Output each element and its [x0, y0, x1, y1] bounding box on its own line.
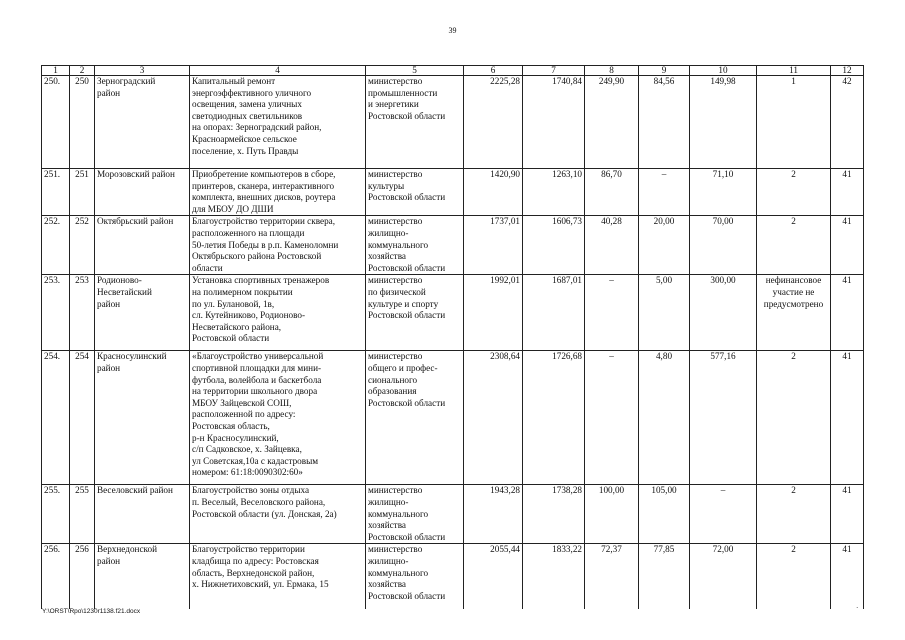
amount-total: 2055,44 — [464, 544, 523, 609]
amount-initiative: 149,98 — [690, 76, 757, 169]
amount-regional: 1833,22 — [523, 544, 585, 609]
column-number-header: 6 — [464, 66, 523, 76]
page-number: 39 — [448, 26, 457, 35]
amount-local: 249,90 — [585, 76, 639, 169]
score-value: 41 — [831, 485, 864, 544]
amount-regional: 1687,01 — [523, 275, 585, 351]
column-number-header: 9 — [639, 66, 690, 76]
district-name: Родионово- Несветайский район — [95, 275, 190, 351]
participation-value: 2 — [757, 544, 831, 609]
amount-total: 2308,64 — [464, 351, 523, 485]
item-number: 254 — [70, 351, 95, 485]
column-number-header: 7 — [523, 66, 585, 76]
amount-extra: 5,00 — [639, 275, 690, 351]
table-row — [42, 76, 864, 169]
score-value: 41 — [831, 351, 864, 485]
participation-value: нефинансовое участие не предусмотрено — [757, 275, 831, 351]
amount-extra: 4,80 — [639, 351, 690, 485]
item-number: 253 — [70, 275, 95, 351]
ministry-name: министерство по физической культуре и спорту Ростовской области — [366, 275, 464, 351]
column-number-header: 5 — [366, 66, 464, 76]
ministry-name: министерство жилищно- коммунального хозяйства Ростовской области — [366, 216, 464, 275]
project-description: Благоустройство территории кладбища по адресу: Ростовская область, Верхнедонской район, х. Нижнетиховский, ул. Ермака, 15 — [190, 544, 366, 609]
amount-regional: 1738,28 — [523, 485, 585, 544]
row-number: 253. — [42, 275, 70, 351]
item-number: 256 — [70, 544, 95, 609]
district-name: Верхнедонской район — [95, 544, 190, 609]
row-number: 254. — [42, 351, 70, 485]
project-description: Благоустройство зоны отдыха п. Веселый, Веселовского района, Ростовской области (ул. Донская, 2а) — [190, 485, 366, 544]
amount-initiative: 71,10 — [690, 169, 757, 216]
column-number-header: 4 — [190, 66, 366, 76]
score-value: 41 — [831, 275, 864, 351]
item-number: 252 — [70, 216, 95, 275]
column-number-header: 3 — [95, 66, 190, 76]
amount-local: 72,37 — [585, 544, 639, 609]
district-name: Октябрьский район — [95, 216, 190, 275]
participation-value: 1 — [757, 76, 831, 169]
project-description: Приобретение компьютеров в сборе, принтеров, сканера, интерактивного комплекта, внешних дисков, роутера для МБОУ ДО ДШИ — [190, 169, 366, 216]
amount-extra: – — [639, 169, 690, 216]
item-number: 251 — [70, 169, 95, 216]
district-name: Морозовский район — [95, 169, 190, 216]
score-value: 41 — [831, 216, 864, 275]
district-name: Веселовский район — [95, 485, 190, 544]
score-value: 41 — [831, 544, 864, 609]
ministry-name: министерство культуры Ростовской области — [366, 169, 464, 216]
item-number: 250 — [70, 76, 95, 169]
amount-initiative: 72,00 — [690, 544, 757, 609]
table-row — [42, 216, 864, 275]
table-row — [42, 275, 864, 351]
amount-local: 86,70 — [585, 169, 639, 216]
amount-extra: 77,85 — [639, 544, 690, 609]
table-row — [42, 544, 864, 609]
column-number-header: 8 — [585, 66, 639, 76]
column-number-header: 10 — [690, 66, 757, 76]
project-description: Благоустройство территории сквера, расположенного на площади 50-летия Победы в р.п. Каменоломни Октябрьского района Ростовской области — [190, 216, 366, 275]
file-path-footer: Y:\ORST\Rpo\1230r1138.f21.docx — [42, 608, 141, 615]
amount-regional: 1263,10 — [523, 169, 585, 216]
ministry-name: министерство жилищно- коммунального хозяйства Ростовской области — [366, 544, 464, 609]
amount-local: 100,00 — [585, 485, 639, 544]
amount-initiative: 577,16 — [690, 351, 757, 485]
column-number-header: 11 — [757, 66, 831, 76]
column-number-header: 12 — [831, 66, 864, 76]
amount-local: – — [585, 275, 639, 351]
amount-local: 40,28 — [585, 216, 639, 275]
allocation-table — [41, 65, 864, 609]
project-description: «Благоустройство универсальной спортивной площадки для мини- футбола, волейбола и баскетбола на территории школьного двора МБОУ Зайцевской СОШ, расположенной по адресу: Ростовская область, р-н Красносулинский, с/п Садковское, х. Зайцевка, ул Советская,10а с кадастровым номером: 61:18:0090302:60» — [190, 351, 366, 485]
column-number-header: 1 — [42, 66, 70, 76]
amount-regional: 1740,84 — [523, 76, 585, 169]
participation-value: 2 — [757, 169, 831, 216]
amount-total: 2225,28 — [464, 76, 523, 169]
score-value: 42 — [831, 76, 864, 169]
row-number: 255. — [42, 485, 70, 544]
participation-value: 2 — [757, 216, 831, 275]
amount-extra: 20,00 — [639, 216, 690, 275]
header-row — [42, 66, 864, 76]
participation-value: 2 — [757, 351, 831, 485]
district-name: Красносулинский район — [95, 351, 190, 485]
ministry-name: министерство жилищно- коммунального хозяйства Ростовской области — [366, 485, 464, 544]
table-row — [42, 169, 864, 216]
row-number: 250. — [42, 76, 70, 169]
amount-extra: 105,00 — [639, 485, 690, 544]
amount-local: – — [585, 351, 639, 485]
project-description: Капитальный ремонт энергоэффективного уличного освещения, замена уличных светодиодных светильников на опорах: Зерноградский район, Красноармейское сельское поселение, х. Путь Правды — [190, 76, 366, 169]
corner-mark: · — [856, 604, 859, 612]
amount-total: 1943,28 — [464, 485, 523, 544]
score-value: 41 — [831, 169, 864, 216]
project-description: Установка спортивных тренажеров на полимерном покрытии по ул. Булановой, 1в, сл. Кутейниково, Родионово- Несветайского района, Ростовской области — [190, 275, 366, 351]
table-row — [42, 351, 864, 485]
row-number: 256. — [42, 544, 70, 609]
participation-value: 2 — [757, 485, 831, 544]
item-number: 255 — [70, 485, 95, 544]
amount-initiative: 300,00 — [690, 275, 757, 351]
amount-total: 1737,01 — [464, 216, 523, 275]
amount-extra: 84,56 — [639, 76, 690, 169]
amount-initiative: – — [690, 485, 757, 544]
amount-total: 1992,01 — [464, 275, 523, 351]
table-row — [42, 485, 864, 544]
ministry-name: министерство промышленности и энергетики Ростовской области — [366, 76, 464, 169]
district-name: Зерноградский район — [95, 76, 190, 169]
amount-total: 1420,90 — [464, 169, 523, 216]
ministry-name: министерство общего и профес- сионального образования Ростовской области — [366, 351, 464, 485]
amount-initiative: 70,00 — [690, 216, 757, 275]
amount-regional: 1606,73 — [523, 216, 585, 275]
row-number: 252. — [42, 216, 70, 275]
column-number-header: 2 — [70, 66, 95, 76]
amount-regional: 1726,68 — [523, 351, 585, 485]
row-number: 251. — [42, 169, 70, 216]
